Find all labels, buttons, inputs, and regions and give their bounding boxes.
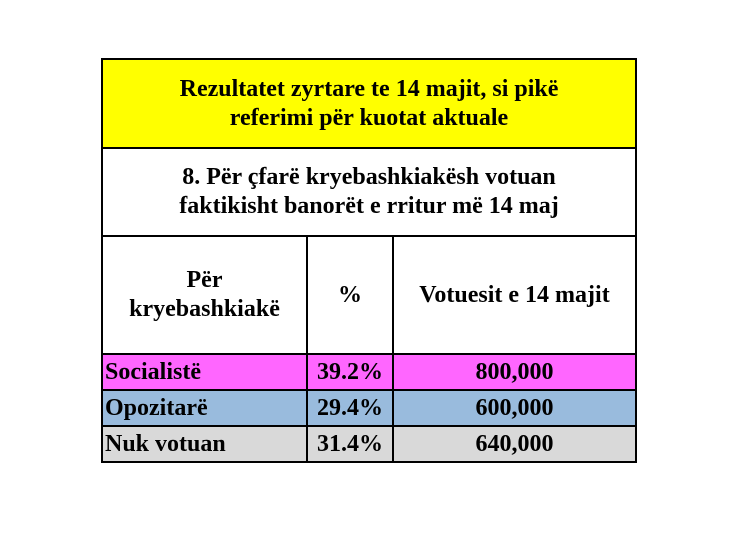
row-votes: 800,000 — [393, 354, 636, 390]
row-votes: 640,000 — [393, 426, 636, 462]
row-votes: 600,000 — [393, 390, 636, 426]
row-percent: 31.4% — [307, 426, 393, 462]
row-percent: 39.2% — [307, 354, 393, 390]
table-row — [102, 426, 636, 462]
header-mayor-line2: kryebashkiakë — [129, 296, 280, 322]
header-percent: % — [307, 236, 393, 354]
table-row — [102, 354, 636, 390]
question-line1: 8. Për çfarë kryebashkiakësh votuan — [182, 164, 556, 191]
header-voters: Votuesit e 14 majit — [393, 236, 636, 354]
row-name: Nuk votuan — [102, 426, 307, 462]
header-mayor-line1: Për — [186, 267, 223, 294]
table-title-line2: referimi për kuotat aktuale — [229, 104, 509, 131]
table-title — [102, 59, 636, 148]
results-table — [101, 58, 637, 463]
row-percent: 29.4% — [307, 390, 393, 426]
question-heading — [102, 148, 636, 236]
question-line2: faktikisht banorët e rritur më 14 maj — [179, 193, 559, 219]
row-name: Opozitarë — [102, 390, 307, 426]
row-name: Socialistë — [102, 354, 307, 390]
header-mayor — [102, 236, 307, 354]
table-row — [102, 390, 636, 426]
table-title-line1: Rezultatet zyrtare te 14 majit, si pikë — [179, 75, 559, 102]
